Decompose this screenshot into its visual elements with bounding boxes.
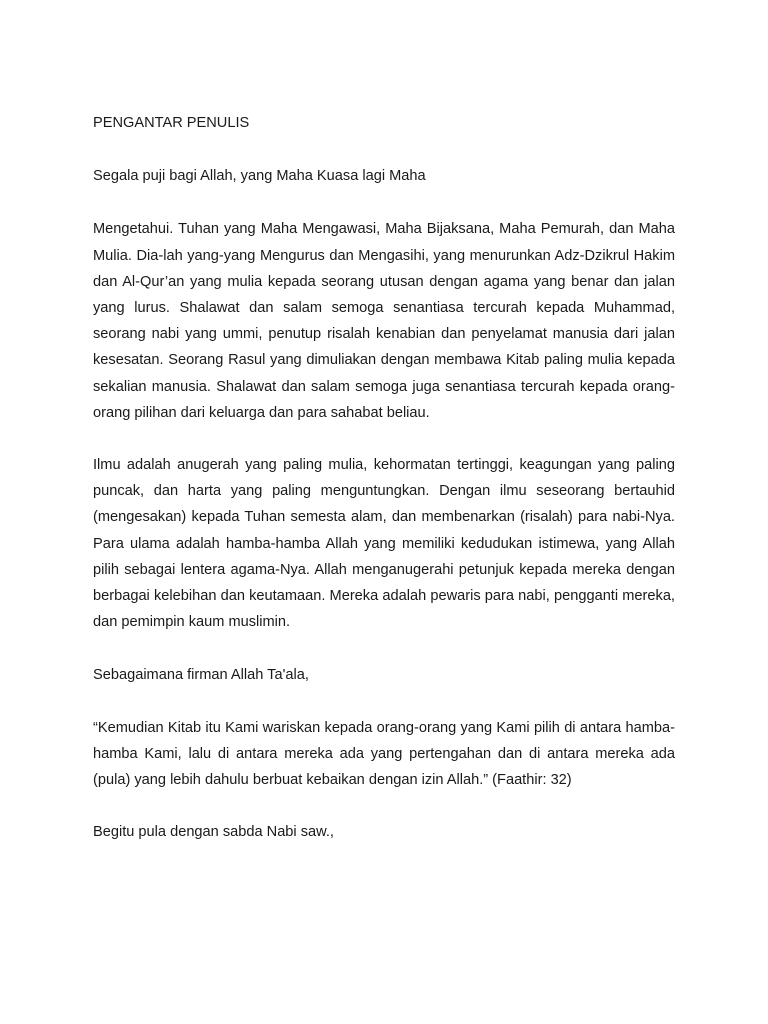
paragraph-firman-intro: Sebagaimana firman Allah Ta'ala, [93,667,309,684]
paragraph-knowledge: Ilmu adalah anugerah yang paling mulia, kehormatan tertinggi, keagungan yang paling puncak, dan harta yang paling menguntungkan. Dengan ilmu seseorang bertauhid (mengesakan) kepada Tuhan semesta alam, dan membenarkan (risalah) para nabi-Nya. Para ulama adalah hamba-hamba Allah yang memiliki kedudukan istimewa, yang Allah pilih sebagai lentera agama-Nya. Allah menganugerahi petunjuk kepada mereka dengan berbagai kelebihan dan keutamaan. Mereka adalah pewaris para nabi, pengganti mereka, dan pemimpin kaum muslimin. [93,457,675,631]
paragraph-intro: Segala puji bagi Allah, yang Maha Kuasa lagi Maha [93,168,426,185]
paragraph-praise: Mengetahui. Tuhan yang Maha Mengawasi, Maha Bijaksana, Maha Pemurah, dan Maha Mulia. Dia-lah yang-yang Mengurus dan Mengasihi, yang menurunkan Adz-Dzikrul Hakim dan Al-Qur’an yang mulia kepada seorang utusan dengan agama yang benar dan jalan yang lurus. Shalawat dan salam semoga senantiasa tercurah kepada Muhammad, seorang nabi yang ummi, penutup risalah kenabian dan penyelamat manusia dari jalan kesesatan. Seorang Rasul yang dimuliakan dengan membawa Kitab paling mulia kepada sekalian manusia. Shalawat dan salam semoga juga senantiasa tercurah kepada orang-orang pilihan dari keluarga dan para sahabat beliau. [93,221,675,421]
document-heading: PENGANTAR PENULIS [93,115,250,131]
document-page [93,110,675,845]
paragraph-quran-quote: “Kemudian Kitab itu Kami wariskan kepada orang-orang yang Kami pilih di antara hamba-hamba Kami, lalu di antara mereka ada yang pertengahan dan di antara mereka ada (pula) yang lebih dahulu berbuat kebaikan dengan izin Allah.” (Faathir: 32) [93,719,675,789]
paragraph-sabda-intro: Begitu pula dengan sabda Nabi saw., [93,824,334,841]
